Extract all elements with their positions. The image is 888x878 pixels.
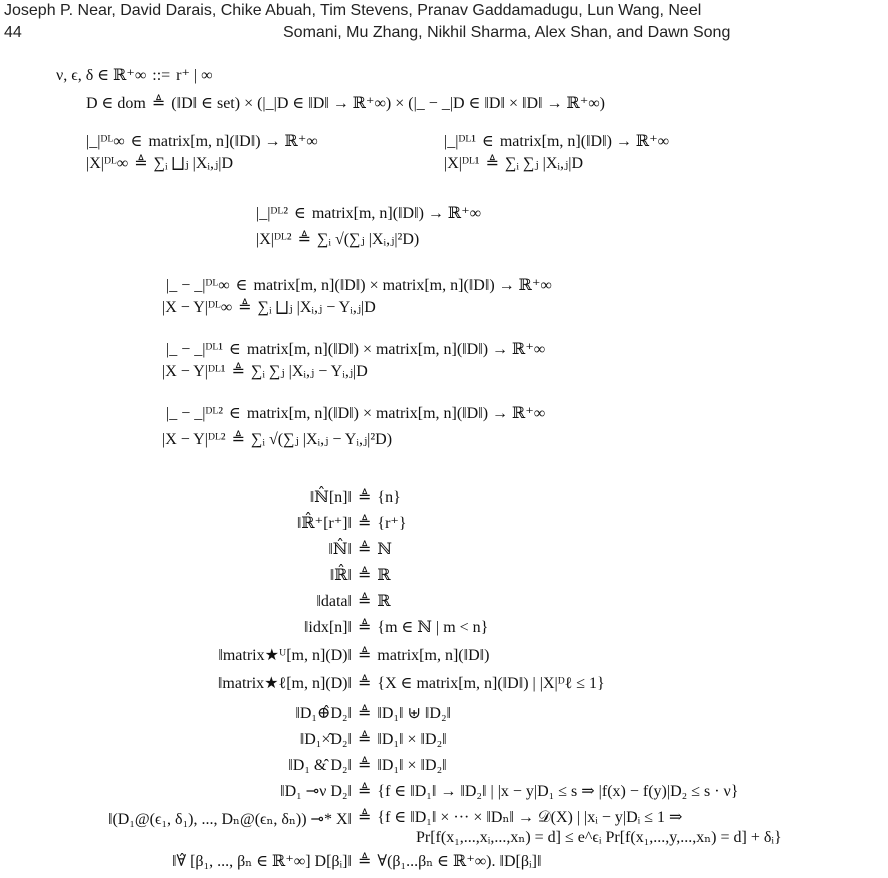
equation-relation: ≜ xyxy=(231,431,245,448)
equation-line xyxy=(86,132,318,152)
equation-line xyxy=(256,230,419,250)
equation-lhs: |X − Y|ᴰᴸ¹ xyxy=(162,363,226,380)
equation-relation: ≜ xyxy=(358,731,372,748)
equation-relation: ::= xyxy=(152,67,171,84)
equation-lhs-wrap xyxy=(0,514,352,534)
equation-relation: ≜ xyxy=(358,515,372,532)
equation-line xyxy=(444,154,583,174)
equation-relation: ≜ xyxy=(358,541,372,558)
equation-rhs: ∀(β₁...βₙ ∈ ℝ⁺∞). ‖D[βᵢ]‖ xyxy=(377,853,542,870)
equation-line xyxy=(256,204,481,224)
equation-line xyxy=(352,618,488,638)
equation-relation: ≜ xyxy=(358,567,372,584)
equation-relation: ∈ xyxy=(294,205,306,222)
equation-lhs-wrap xyxy=(0,730,352,750)
equation-rhs: r⁺ | ∞ xyxy=(176,67,213,84)
equation-rhs: (‖D‖ ∈ set) × (|_|D ∈ ‖D‖ → ℝ⁺∞) × (|_ − _|D ∈ ‖D‖ × ‖D‖ → ℝ⁺∞) xyxy=(171,95,605,112)
equation-line xyxy=(162,430,392,450)
equation-lhs: ‖D₁ ⊸ν D₂‖ xyxy=(280,783,352,800)
equation-lhs: |X|ᴰᴸ² xyxy=(256,231,292,248)
equation-lhs: |_|ᴰᴸ∞ xyxy=(86,133,125,150)
equation-rhs: matrix[m, n](‖D‖) → ℝ⁺∞ xyxy=(148,133,318,150)
equation-rhs: matrix[m, n](‖D‖) → ℝ⁺∞ xyxy=(311,205,482,222)
equation-lhs: |_ − _|ᴰᴸ¹ xyxy=(166,341,224,358)
equation-line xyxy=(86,154,233,174)
equation-line xyxy=(444,132,669,152)
equation-relation: ≜ xyxy=(238,299,252,316)
equation-lhs-wrap xyxy=(0,852,352,872)
equation-line xyxy=(352,540,392,560)
header-authors-line1: Joseph P. Near, David Darais, Chike Abuah, Tim Stevens, Pranav Gaddamadugu, Lun Wang, Neel xyxy=(4,2,702,19)
equation-lhs: |_ − _|ᴰᴸ∞ xyxy=(166,277,230,294)
equation-line xyxy=(86,94,605,114)
equation-relation: ≜ xyxy=(297,231,311,248)
equation-line xyxy=(352,566,391,586)
equation-line xyxy=(166,276,552,296)
equation-relation: ≜ xyxy=(358,489,372,506)
equation-rhs: ∑ᵢ ∑ⱼ |Xᵢ,ⱼ|D xyxy=(504,155,583,172)
equation-line xyxy=(352,808,682,828)
equation-lhs: ‖matrix★ℓ[m, n](D)‖ xyxy=(217,675,352,692)
equation-lhs: ‖∀̂ [β₁, ..., βₙ ∈ ℝ⁺∞] D[βᵢ]‖ xyxy=(171,853,352,870)
equation-relation: ∈ xyxy=(130,133,143,150)
equation-lhs: ‖D₁⊕̂D₂‖ xyxy=(295,705,352,722)
page-number: 44 xyxy=(4,24,22,41)
equation-rhs: ‖D₁‖ × ‖D₂‖ xyxy=(377,757,447,774)
equation-relation: ≜ xyxy=(358,675,372,692)
equation-rhs: ‖D₁‖ ⊎ ‖D₂‖ xyxy=(377,705,452,722)
equation-lhs-wrap xyxy=(0,592,352,612)
equation-rhs: ℕ xyxy=(377,541,393,558)
equation-line xyxy=(352,730,447,750)
equation-relation: ≜ xyxy=(358,705,372,722)
equation-line xyxy=(352,592,391,612)
equation-rhs: ℝ xyxy=(377,593,391,610)
equation-relation: ≜ xyxy=(358,783,372,800)
equation-rhs: matrix[m, n](‖D‖) × matrix[m, n](‖D‖) → ℝ⁺∞ xyxy=(246,341,546,358)
equation-lhs-wrap xyxy=(0,756,352,776)
equation-lhs: |X|ᴰᴸ∞ xyxy=(86,155,129,172)
equation-rhs: ∑ᵢ √(∑ⱼ |Xᵢ,ⱼ|²D) xyxy=(316,231,420,248)
equation-relation: ≜ xyxy=(151,95,166,112)
equation-line xyxy=(352,852,541,872)
equation-rhs: {n} xyxy=(377,489,401,506)
equation-relation: ∈ xyxy=(482,133,494,150)
equation-lhs: ‖D₁ &̂ D₂‖ xyxy=(288,757,352,774)
equation-lhs-wrap xyxy=(0,704,352,724)
equation-lhs: D ∈ dom xyxy=(86,95,146,112)
equation-rhs: ∑ᵢ √(∑ⱼ |Xᵢ,ⱼ − Yᵢ,ⱼ|²D) xyxy=(250,431,393,448)
equation-lhs: ‖D₁×̂D₂‖ xyxy=(299,731,352,748)
equation-relation: ≜ xyxy=(358,757,372,774)
equation-rhs: {f ∈ ‖D₁‖ → ‖D₂‖ | |x − y|D₁ ≤ s ⇒ |f(x) − f(y)|D₂ ≤ s · ν} xyxy=(377,783,739,800)
equation-lhs: |_|ᴰᴸ² xyxy=(256,205,289,222)
equation-lhs-wrap xyxy=(0,540,352,560)
equation-rhs: matrix[m, n](‖D‖) × matrix[m, n](‖D‖) → ℝ⁺∞ xyxy=(253,277,552,294)
equation-lhs-wrap xyxy=(0,674,352,694)
equation-lhs-wrap xyxy=(0,488,352,508)
equation-line xyxy=(352,514,407,534)
equation-relation: ∈ xyxy=(235,277,248,294)
equation-line xyxy=(56,66,213,86)
equation-rhs: matrix[m, n](‖D‖) → ℝ⁺∞ xyxy=(499,133,670,150)
equation-lhs: ‖ℝ̂‖ xyxy=(329,567,352,584)
equation-relation: ≜ xyxy=(358,809,372,826)
equation-line xyxy=(166,340,545,360)
equation-rhs: ∑ᵢ ⨆ⱼ |Xᵢ,ⱼ|D xyxy=(153,155,234,172)
equation-relation: ≜ xyxy=(231,363,245,380)
equation-lhs-wrap xyxy=(0,618,352,638)
equation-line-continuation xyxy=(416,828,782,848)
equation-line xyxy=(352,646,489,666)
equation-relation: ∈ xyxy=(229,341,241,358)
equation-lhs: |X − Y|ᴰᴸ² xyxy=(162,431,226,448)
equation-rhs: ‖D₁‖ × ‖D₂‖ xyxy=(377,731,447,748)
equation-lhs-wrap xyxy=(0,782,352,802)
equation-lhs: |X − Y|ᴰᴸ∞ xyxy=(162,299,233,316)
equation-lhs: ‖ℕ̂‖ xyxy=(328,541,352,558)
equation-line xyxy=(162,298,376,318)
equation-rhs: {m ∈ ℕ | m < n} xyxy=(377,619,489,636)
equation-lhs: ν, ϵ, δ ∈ ℝ⁺∞ xyxy=(56,67,147,84)
equation-relation: ≜ xyxy=(358,853,372,870)
equation-line xyxy=(352,704,451,724)
equation-lhs: ‖ℝ̂⁺[r⁺]‖ xyxy=(296,515,352,532)
equation-lhs: ‖ℕ̂[n]‖ xyxy=(309,489,352,506)
equation-relation: ≜ xyxy=(485,155,499,172)
equation-lhs: |X|ᴰᴸ¹ xyxy=(444,155,480,172)
equation-lhs: ‖(D₁@(ϵ₁, δ₁), ..., Dₙ@(ϵₙ, δₙ)) ⊸* X‖ xyxy=(107,811,352,828)
equation-lhs: ‖data‖ xyxy=(316,593,352,610)
equation-rhs: ℝ xyxy=(377,567,391,584)
equation-relation: ≜ xyxy=(358,619,372,636)
equation-line xyxy=(352,488,401,508)
equation-lhs: ‖matrix★ᵁ[m, n](D)‖ xyxy=(218,647,352,664)
equation-lhs-wrap xyxy=(0,646,352,666)
equation-rhs: {f ∈ ‖D₁‖ × ··· × ‖Dₙ‖ → 𝒟(X) | |xᵢ − y|Dᵢ ≤ 1 ⇒ xyxy=(377,809,683,826)
equation-line xyxy=(162,362,368,382)
equation-relation: ≜ xyxy=(358,647,372,664)
equation-line xyxy=(352,756,447,776)
equation-lhs: ‖idx[n]‖ xyxy=(303,619,352,636)
equation-relation: ≜ xyxy=(134,155,148,172)
equation-lhs-wrap xyxy=(0,810,352,830)
equation-line xyxy=(166,404,545,424)
equation-rhs: matrix[m, n](‖D‖) xyxy=(377,647,490,664)
equation-rhs: ∑ᵢ ∑ⱼ |Xᵢ,ⱼ − Yᵢ,ⱼ|D xyxy=(250,363,368,380)
equation-line xyxy=(352,674,605,694)
equation-rhs: Pr[f(x₁,...,xᵢ,...,xₙ) = d] ≤ e^ϵᵢ Pr[f(x₁,...,y,...,xₙ) = d] + δᵢ} xyxy=(416,829,782,846)
equation-relation: ∈ xyxy=(229,405,241,422)
equation-lhs: |_|ᴰᴸ¹ xyxy=(444,133,477,150)
header-authors-line2: Somani, Mu Zhang, Nikhil Sharma, Alex Shan, and Dawn Song xyxy=(283,24,731,41)
equation-line xyxy=(352,782,738,802)
equation-lhs-wrap xyxy=(0,566,352,586)
equation-rhs: {r⁺} xyxy=(377,515,407,532)
equation-rhs: {X ∈ matrix[m, n](‖D‖) | |X|ᴰℓ ≤ 1} xyxy=(377,675,605,692)
equation-rhs: ∑ᵢ ⨆ⱼ |Xᵢ,ⱼ − Yᵢ,ⱼ|D xyxy=(257,299,376,316)
equation-rhs: matrix[m, n](‖D‖) × matrix[m, n](‖D‖) → ℝ⁺∞ xyxy=(246,405,546,422)
equation-lhs: |_ − _|ᴰᴸ² xyxy=(166,405,224,422)
equation-relation: ≜ xyxy=(358,593,372,610)
